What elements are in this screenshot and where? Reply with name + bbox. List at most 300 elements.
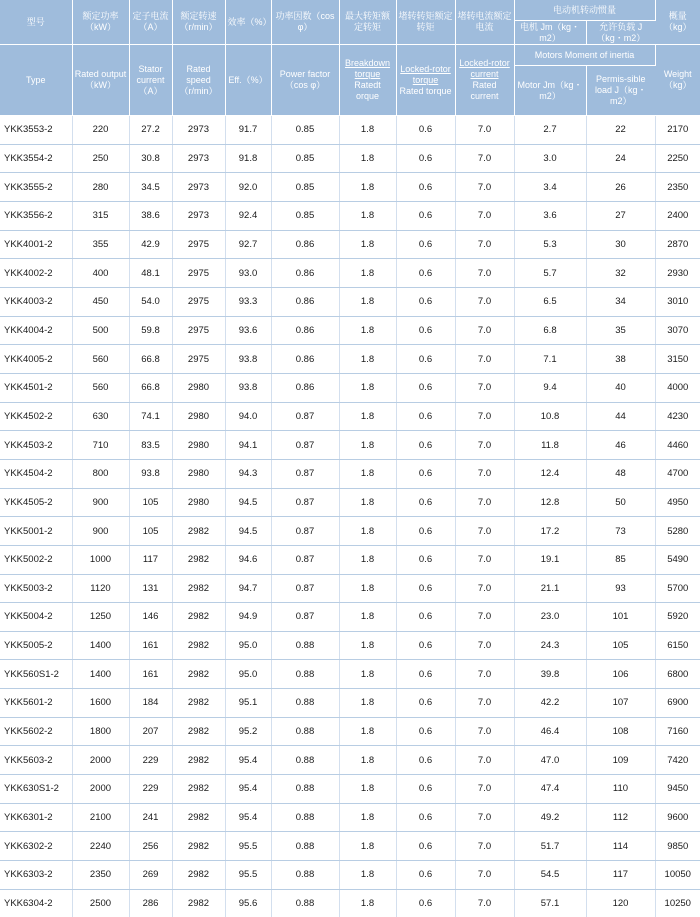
cell-inertia-load: 34: [586, 287, 655, 316]
cell-eff: 92.4: [225, 201, 271, 230]
cell-eff: 95.4: [225, 803, 271, 832]
cell-pf: 0.85: [271, 201, 339, 230]
cell-current: 105: [129, 488, 172, 517]
cell-pf: 0.86: [271, 373, 339, 402]
cell-locked-current: 7.0: [455, 517, 514, 546]
cell-pf: 0.85: [271, 144, 339, 173]
table-row: [0, 230, 700, 259]
cell-locked-current: 7.0: [455, 230, 514, 259]
cell-locked-current: 7.0: [455, 402, 514, 431]
cell-locked-torque: 0.6: [396, 459, 455, 488]
cell-type: YKK4001-2: [0, 230, 72, 259]
cell-breakdown: 1.8: [339, 431, 396, 460]
cell-locked-torque: 0.6: [396, 631, 455, 660]
cell-inertia-motor: 46.4: [514, 717, 586, 746]
cell-inertia-load: 93: [586, 574, 655, 603]
cell-speed: 2982: [172, 517, 225, 546]
cell-pf: 0.87: [271, 545, 339, 574]
cell-inertia-load: 105: [586, 631, 655, 660]
cell-speed: 2975: [172, 316, 225, 345]
cell-current: 42.9: [129, 230, 172, 259]
cell-current: 59.8: [129, 316, 172, 345]
cell-locked-current: 7.0: [455, 345, 514, 374]
cell-speed: 2982: [172, 660, 225, 689]
cell-power: 1000: [72, 545, 129, 574]
cell-weight: 10250: [655, 889, 700, 917]
header-power-zh: 额定功率（kW）: [72, 0, 129, 45]
cell-pf: 0.88: [271, 832, 339, 861]
cell-pf: 0.88: [271, 803, 339, 832]
cell-power: 1800: [72, 717, 129, 746]
cell-current: 34.5: [129, 173, 172, 202]
cell-locked-torque: 0.6: [396, 746, 455, 775]
cell-current: 38.6: [129, 201, 172, 230]
cell-locked-current: 7.0: [455, 144, 514, 173]
cell-weight: 9600: [655, 803, 700, 832]
cell-weight: 2400: [655, 201, 700, 230]
cell-type: YKK3555-2: [0, 173, 72, 202]
table-row: [0, 746, 700, 775]
cell-locked-torque: 0.6: [396, 259, 455, 288]
cell-type: YKK4005-2: [0, 345, 72, 374]
cell-speed: 2975: [172, 259, 225, 288]
cell-breakdown: 1.8: [339, 116, 396, 145]
cell-breakdown: 1.8: [339, 689, 396, 718]
table-row: [0, 803, 700, 832]
cell-breakdown: 1.8: [339, 574, 396, 603]
cell-eff: 95.0: [225, 660, 271, 689]
cell-current: 131: [129, 574, 172, 603]
table-row: [0, 287, 700, 316]
cell-locked-torque: 0.6: [396, 574, 455, 603]
cell-breakdown: 1.8: [339, 746, 396, 775]
table-row: [0, 402, 700, 431]
cell-power: 1600: [72, 689, 129, 718]
cell-speed: 2973: [172, 173, 225, 202]
cell-weight: 4700: [655, 459, 700, 488]
cell-inertia-motor: 2.7: [514, 116, 586, 145]
cell-inertia-load: 40: [586, 373, 655, 402]
cell-weight: 4230: [655, 402, 700, 431]
cell-current: 256: [129, 832, 172, 861]
cell-breakdown: 1.8: [339, 144, 396, 173]
cell-speed: 2982: [172, 746, 225, 775]
header-current-zh: 定子电流（A）: [129, 0, 172, 45]
cell-type: YKK6303-2: [0, 861, 72, 890]
cell-pf: 0.85: [271, 116, 339, 145]
cell-speed: 2982: [172, 631, 225, 660]
header-pf-en: Power factor（cos φ）: [271, 45, 339, 116]
cell-speed: 2982: [172, 574, 225, 603]
cell-weight: 6900: [655, 689, 700, 718]
cell-type: YKK6302-2: [0, 832, 72, 861]
cell-locked-torque: 0.6: [396, 517, 455, 546]
cell-eff: 95.0: [225, 631, 271, 660]
cell-inertia-motor: 24.3: [514, 631, 586, 660]
cell-pf: 0.87: [271, 517, 339, 546]
cell-breakdown: 1.8: [339, 287, 396, 316]
table-row: [0, 345, 700, 374]
cell-breakdown: 1.8: [339, 861, 396, 890]
cell-breakdown: 1.8: [339, 373, 396, 402]
cell-type: YKK5005-2: [0, 631, 72, 660]
header-locked-torque-zh: 堵转转矩额定转矩: [396, 0, 455, 45]
header-row-chinese: [0, 0, 700, 21]
cell-inertia-load: 85: [586, 545, 655, 574]
header-power-en: Rated output（kW）: [72, 45, 129, 116]
cell-current: 105: [129, 517, 172, 546]
cell-pf: 0.86: [271, 316, 339, 345]
cell-eff: 94.5: [225, 488, 271, 517]
cell-inertia-load: 120: [586, 889, 655, 917]
cell-type: YKK6304-2: [0, 889, 72, 917]
cell-current: 30.8: [129, 144, 172, 173]
cell-current: 161: [129, 660, 172, 689]
cell-power: 2500: [72, 889, 129, 917]
cell-power: 2100: [72, 803, 129, 832]
cell-power: 560: [72, 345, 129, 374]
cell-locked-torque: 0.6: [396, 545, 455, 574]
cell-locked-current: 7.0: [455, 889, 514, 917]
header-locked-current-zh: 堵转电流额定电流: [455, 0, 514, 45]
cell-locked-current: 7.0: [455, 431, 514, 460]
cell-breakdown: 1.8: [339, 631, 396, 660]
cell-locked-torque: 0.6: [396, 803, 455, 832]
cell-current: 229: [129, 775, 172, 804]
cell-locked-torque: 0.6: [396, 230, 455, 259]
cell-type: YKK5603-2: [0, 746, 72, 775]
cell-type: YKK3556-2: [0, 201, 72, 230]
cell-locked-current: 7.0: [455, 775, 514, 804]
cell-power: 2000: [72, 775, 129, 804]
cell-speed: 2975: [172, 287, 225, 316]
cell-weight: 2250: [655, 144, 700, 173]
cell-current: 269: [129, 861, 172, 890]
cell-type: YKK5003-2: [0, 574, 72, 603]
cell-eff: 93.8: [225, 345, 271, 374]
cell-locked-current: 7.0: [455, 603, 514, 632]
cell-current: 241: [129, 803, 172, 832]
cell-type: YKK3554-2: [0, 144, 72, 173]
cell-eff: 91.8: [225, 144, 271, 173]
cell-weight: 7420: [655, 746, 700, 775]
header-eff-zh: 效率（%）: [225, 0, 271, 45]
cell-inertia-load: 107: [586, 689, 655, 718]
cell-power: 1250: [72, 603, 129, 632]
cell-speed: 2975: [172, 345, 225, 374]
cell-pf: 0.87: [271, 574, 339, 603]
cell-inertia-motor: 51.7: [514, 832, 586, 861]
cell-current: 286: [129, 889, 172, 917]
header-locked-current-en: [455, 45, 514, 116]
cell-locked-torque: 0.6: [396, 775, 455, 804]
header-inertia-load-zh: 允许负载 J（kg・m2）: [586, 21, 655, 45]
cell-breakdown: 1.8: [339, 803, 396, 832]
cell-weight: 7160: [655, 717, 700, 746]
cell-inertia-load: 109: [586, 746, 655, 775]
cell-speed: 2973: [172, 144, 225, 173]
cell-inertia-load: 44: [586, 402, 655, 431]
table-row: [0, 832, 700, 861]
cell-weight: 2930: [655, 259, 700, 288]
header-inertia-en: Motors Moment of inertia: [514, 45, 655, 66]
table-row: [0, 689, 700, 718]
cell-current: 83.5: [129, 431, 172, 460]
cell-locked-current: 7.0: [455, 116, 514, 145]
table-row: [0, 431, 700, 460]
cell-type: YKK4502-2: [0, 402, 72, 431]
cell-inertia-motor: 57.1: [514, 889, 586, 917]
cell-eff: 94.1: [225, 431, 271, 460]
table-row: [0, 574, 700, 603]
cell-weight: 4000: [655, 373, 700, 402]
cell-eff: 95.5: [225, 861, 271, 890]
cell-type: YKK4504-2: [0, 459, 72, 488]
cell-pf: 0.88: [271, 660, 339, 689]
cell-power: 2350: [72, 861, 129, 890]
cell-pf: 0.87: [271, 431, 339, 460]
table-header: [0, 0, 700, 116]
cell-power: 1400: [72, 631, 129, 660]
cell-speed: 2982: [172, 545, 225, 574]
header-breakdown-en: [339, 45, 396, 116]
cell-inertia-motor: 6.5: [514, 287, 586, 316]
cell-inertia-load: 108: [586, 717, 655, 746]
cell-locked-current: 7.0: [455, 574, 514, 603]
cell-type: YKK4003-2: [0, 287, 72, 316]
cell-breakdown: 1.8: [339, 717, 396, 746]
cell-inertia-motor: 5.7: [514, 259, 586, 288]
cell-inertia-load: 112: [586, 803, 655, 832]
cell-weight: 2170: [655, 116, 700, 145]
cell-power: 315: [72, 201, 129, 230]
cell-inertia-motor: 12.4: [514, 459, 586, 488]
cell-breakdown: 1.8: [339, 889, 396, 917]
table-row: [0, 889, 700, 917]
cell-locked-current: 7.0: [455, 803, 514, 832]
cell-locked-current: 7.0: [455, 173, 514, 202]
cell-inertia-motor: 23.0: [514, 603, 586, 632]
cell-inertia-load: 38: [586, 345, 655, 374]
cell-locked-torque: 0.6: [396, 832, 455, 861]
cell-inertia-load: 46: [586, 431, 655, 460]
cell-pf: 0.86: [271, 287, 339, 316]
cell-type: YKK630S1-2: [0, 775, 72, 804]
cell-eff: 94.7: [225, 574, 271, 603]
cell-speed: 2982: [172, 717, 225, 746]
header-inertia-motor-en: Motor Jm（kg・m2）: [514, 66, 586, 116]
header-speed-zh: 额定转速（r/min）: [172, 0, 225, 45]
cell-eff: 92.0: [225, 173, 271, 202]
cell-weight: 10050: [655, 861, 700, 890]
header-inertia-motor-zh: 电机 Jm（kg・m2）: [514, 21, 586, 45]
header-breakdown-en-bottom: Ratedt orque: [342, 80, 394, 102]
cell-locked-torque: 0.6: [396, 373, 455, 402]
cell-speed: 2982: [172, 889, 225, 917]
cell-weight: 6800: [655, 660, 700, 689]
cell-pf: 0.88: [271, 631, 339, 660]
cell-locked-current: 7.0: [455, 316, 514, 345]
cell-pf: 0.88: [271, 717, 339, 746]
table-row: [0, 201, 700, 230]
cell-speed: 2975: [172, 230, 225, 259]
cell-inertia-load: 117: [586, 861, 655, 890]
cell-pf: 0.88: [271, 861, 339, 890]
cell-pf: 0.86: [271, 230, 339, 259]
cell-current: 93.8: [129, 459, 172, 488]
cell-inertia-load: 110: [586, 775, 655, 804]
cell-weight: 4950: [655, 488, 700, 517]
cell-eff: 92.7: [225, 230, 271, 259]
cell-speed: 2980: [172, 373, 225, 402]
cell-power: 800: [72, 459, 129, 488]
cell-inertia-load: 24: [586, 144, 655, 173]
cell-inertia-motor: 11.8: [514, 431, 586, 460]
cell-locked-torque: 0.6: [396, 488, 455, 517]
cell-inertia-motor: 3.6: [514, 201, 586, 230]
cell-locked-current: 7.0: [455, 717, 514, 746]
cell-weight: 5700: [655, 574, 700, 603]
cell-inertia-load: 27: [586, 201, 655, 230]
cell-weight: 2350: [655, 173, 700, 202]
cell-locked-current: 7.0: [455, 689, 514, 718]
cell-eff: 94.3: [225, 459, 271, 488]
header-pf-zh: 功率因数（cos φ）: [271, 0, 339, 45]
header-eff-en: Eff.（%）: [225, 45, 271, 116]
cell-current: 74.1: [129, 402, 172, 431]
table-row: [0, 173, 700, 202]
cell-current: 27.2: [129, 116, 172, 145]
table-row: [0, 517, 700, 546]
cell-inertia-motor: 21.1: [514, 574, 586, 603]
cell-inertia-motor: 54.5: [514, 861, 586, 890]
cell-speed: 2982: [172, 861, 225, 890]
cell-eff: 93.3: [225, 287, 271, 316]
cell-type: YKK4004-2: [0, 316, 72, 345]
cell-eff: 91.7: [225, 116, 271, 145]
cell-power: 500: [72, 316, 129, 345]
cell-inertia-load: 101: [586, 603, 655, 632]
cell-power: 2240: [72, 832, 129, 861]
cell-eff: 95.2: [225, 717, 271, 746]
cell-locked-current: 7.0: [455, 631, 514, 660]
cell-breakdown: 1.8: [339, 316, 396, 345]
cell-type: YKK4503-2: [0, 431, 72, 460]
table-row: [0, 373, 700, 402]
cell-locked-current: 7.0: [455, 201, 514, 230]
cell-speed: 2980: [172, 402, 225, 431]
cell-pf: 0.87: [271, 459, 339, 488]
cell-locked-current: 7.0: [455, 545, 514, 574]
cell-type: YKK5004-2: [0, 603, 72, 632]
cell-inertia-motor: 17.2: [514, 517, 586, 546]
cell-breakdown: 1.8: [339, 201, 396, 230]
cell-inertia-load: 73: [586, 517, 655, 546]
cell-current: 161: [129, 631, 172, 660]
cell-weight: 9850: [655, 832, 700, 861]
cell-speed: 2982: [172, 832, 225, 861]
cell-locked-torque: 0.6: [396, 144, 455, 173]
cell-locked-current: 7.0: [455, 488, 514, 517]
cell-current: 207: [129, 717, 172, 746]
cell-locked-current: 7.0: [455, 373, 514, 402]
table-row: [0, 116, 700, 145]
header-current-en: Stator current（A）: [129, 45, 172, 116]
cell-current: 48.1: [129, 259, 172, 288]
cell-speed: 2980: [172, 488, 225, 517]
cell-pf: 0.86: [271, 345, 339, 374]
cell-weight: 2870: [655, 230, 700, 259]
cell-type: YKK5601-2: [0, 689, 72, 718]
cell-inertia-load: 48: [586, 459, 655, 488]
cell-pf: 0.87: [271, 402, 339, 431]
cell-weight: 4460: [655, 431, 700, 460]
cell-inertia-load: 30: [586, 230, 655, 259]
cell-speed: 2982: [172, 775, 225, 804]
cell-locked-current: 7.0: [455, 660, 514, 689]
cell-type: YKK5602-2: [0, 717, 72, 746]
cell-inertia-load: 32: [586, 259, 655, 288]
cell-inertia-motor: 3.0: [514, 144, 586, 173]
cell-locked-torque: 0.6: [396, 173, 455, 202]
cell-locked-torque: 0.6: [396, 116, 455, 145]
cell-inertia-motor: 39.8: [514, 660, 586, 689]
cell-locked-torque: 0.6: [396, 717, 455, 746]
cell-power: 400: [72, 259, 129, 288]
cell-weight: 5490: [655, 545, 700, 574]
header-locked-current-en-top: Locked-rotor current: [458, 58, 512, 80]
header-inertia-load-en: Permis-sible load J（kg・m2）: [586, 66, 655, 116]
cell-breakdown: 1.8: [339, 660, 396, 689]
cell-power: 710: [72, 431, 129, 460]
cell-inertia-motor: 42.2: [514, 689, 586, 718]
cell-type: YKK4501-2: [0, 373, 72, 402]
cell-breakdown: 1.8: [339, 832, 396, 861]
cell-weight: 5920: [655, 603, 700, 632]
cell-power: 355: [72, 230, 129, 259]
cell-pf: 0.88: [271, 746, 339, 775]
cell-breakdown: 1.8: [339, 402, 396, 431]
cell-locked-torque: 0.6: [396, 431, 455, 460]
cell-eff: 94.9: [225, 603, 271, 632]
cell-weight: 6150: [655, 631, 700, 660]
table-row: [0, 459, 700, 488]
cell-weight: 5280: [655, 517, 700, 546]
cell-breakdown: 1.8: [339, 345, 396, 374]
cell-pf: 0.88: [271, 689, 339, 718]
cell-power: 900: [72, 517, 129, 546]
cell-breakdown: 1.8: [339, 173, 396, 202]
cell-type: YKK4505-2: [0, 488, 72, 517]
cell-current: 117: [129, 545, 172, 574]
cell-inertia-motor: 47.0: [514, 746, 586, 775]
cell-inertia-motor: 49.2: [514, 803, 586, 832]
header-locked-torque-en-bottom: Rated torque: [399, 86, 453, 97]
cell-locked-torque: 0.6: [396, 201, 455, 230]
cell-eff: 95.5: [225, 832, 271, 861]
cell-inertia-motor: 7.1: [514, 345, 586, 374]
cell-locked-torque: 0.6: [396, 402, 455, 431]
cell-pf: 0.87: [271, 488, 339, 517]
cell-type: YKK4002-2: [0, 259, 72, 288]
table-body: [0, 116, 700, 917]
cell-inertia-motor: 6.8: [514, 316, 586, 345]
cell-type: YKK3553-2: [0, 116, 72, 145]
cell-eff: 93.0: [225, 259, 271, 288]
cell-type: YKK560S1-2: [0, 660, 72, 689]
cell-breakdown: 1.8: [339, 775, 396, 804]
cell-locked-torque: 0.6: [396, 889, 455, 917]
